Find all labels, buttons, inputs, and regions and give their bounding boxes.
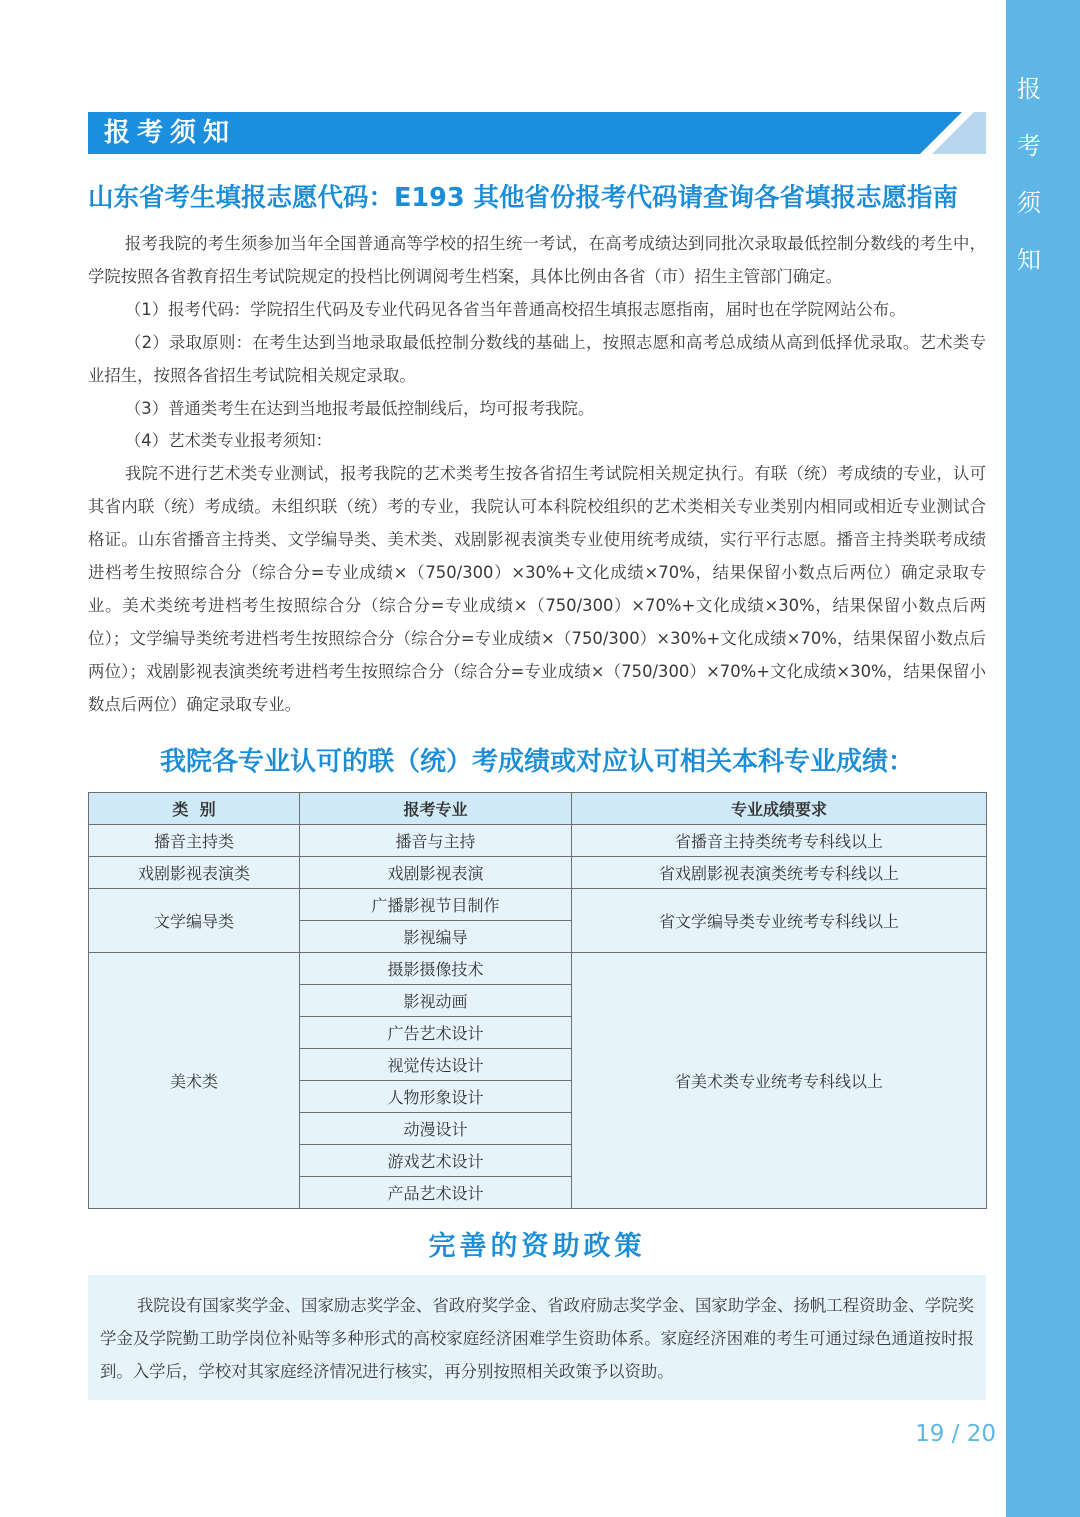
aid-policy-heading: 完善的资助政策 [428, 1231, 646, 1262]
major-cell: 广告艺术设计 [300, 1017, 572, 1049]
majors-table [88, 792, 987, 1209]
side-tab-char: 考 [1017, 132, 1041, 160]
requirement-cell: 省播音主持类统考专科线以上 [572, 825, 987, 857]
paragraph: （3）普通类考生在达到当地报考最低控制线后，均可报考我院。 [124, 398, 595, 418]
header-major: 报考专业 [300, 793, 572, 825]
header-requirement: 专业成绩要求 [572, 793, 987, 825]
category-cell: 文学编导类 [89, 889, 300, 953]
category-cell: 播音主持类 [89, 825, 300, 857]
table-header-row [89, 793, 987, 825]
enrollment-code-heading: 山东省考生填报志愿代码：E193 其他省份报考代码请查询各省填报志愿指南 [88, 183, 959, 213]
side-tab-char: 知 [1017, 246, 1041, 274]
table-row [89, 825, 987, 857]
paragraph: （1）报考代码：学院招生代码及专业代码见各省当年普通高校招生填报志愿指南，届时也在学院网站公布。 [124, 299, 906, 319]
major-cell: 影视动画 [300, 985, 572, 1017]
category-cell: 美术类 [89, 953, 300, 1209]
side-tab [1006, 0, 1080, 1517]
table-row [89, 857, 987, 889]
banner-title: 报考须知 [104, 118, 237, 148]
section-banner [88, 112, 986, 154]
page-number: 19 / 20 [915, 1421, 996, 1447]
major-cell: 摄影摄像技术 [300, 953, 572, 985]
paragraph: 我院不进行艺术类专业测试，报考我院的艺术类考生按各省招生考试院相关规定执行。有联（统）考成绩的专业，认可其省内联（统）考成绩。未组织联（统）考的专业，我院认可本科院校组织的艺术类相关专业类别内相同或相近专业测试合格证。山东省播音主持类、文学编导类、美术类、戏剧影视表演类专业使用统考成绩，实行平行志愿。播音主持类联考成绩进档考生按照综合分（综合分=专业成绩×（750/300）×30%+文化成绩×70%，结果保留小数点后两位）确定录取专业。美术类统考进档考生按照综合分（综合分=专业成绩×（750/300）×70%+文化成绩×30%，结果保留小数点后两位）；文学编导类统考进档考生按照综合分（综合分=专业成绩×（750/300）×30%+文化成绩×70%，结果保留小数点后两位）；戏剧影视表演类统考进档考生按照综合分（综合分=专业成绩×（750/300）×70%+文化成绩×30%，结果保留小数点后两位）确定录取专业。 [88, 464, 986, 714]
admission-notes [88, 228, 986, 722]
table-row [89, 889, 987, 921]
table-row [89, 953, 987, 985]
requirement-cell: 省美术类专业统考专科线以上 [572, 953, 987, 1209]
major-cell: 影视编导 [300, 921, 572, 953]
major-cell: 动漫设计 [300, 1113, 572, 1145]
header-category: 类 别 [89, 793, 300, 825]
major-cell: 视觉传达设计 [300, 1049, 572, 1081]
side-tab-char: 须 [1017, 189, 1041, 217]
aid-policy-box [88, 1275, 986, 1400]
side-tab-char: 报 [1017, 75, 1041, 103]
aid-policy-text: 我院设有国家奖学金、国家励志奖学金、省政府奖学金、省政府励志奖学金、国家助学金、扬帆工程资助金、学院奖学金及学院勤工助学岗位补贴等多种形式的高校家庭经济困难学生资助体系。家庭经济困难的考生可通过绿色通道按时报到。入学后，学校对其家庭经济情况进行核实，再分别按照相关政策予以资助。 [100, 1296, 974, 1381]
major-cell: 广播影视节目制作 [300, 889, 572, 921]
major-cell: 游戏艺术设计 [300, 1145, 572, 1177]
major-cell: 产品艺术设计 [300, 1177, 572, 1209]
major-cell: 戏剧影视表演 [300, 857, 572, 889]
major-cell: 播音与主持 [300, 825, 572, 857]
table-heading: 我院各专业认可的联（统）考成绩或对应认可相关本科专业成绩： [159, 747, 914, 777]
requirement-cell: 省戏剧影视表演类统考专科线以上 [572, 857, 987, 889]
category-cell: 戏剧影视表演类 [89, 857, 300, 889]
paragraph: （2）录取原则：在考生达到当地录取最低控制分数线的基础上，按照志愿和高考总成绩从高到低择优录取。艺术类专业招生，按照各省招生考试院相关规定录取。 [88, 332, 986, 385]
paragraph: （4）艺术类专业报考须知： [124, 431, 333, 451]
requirement-cell: 省文学编导类专业统考专科线以上 [572, 889, 987, 953]
major-cell: 人物形象设计 [300, 1081, 572, 1113]
paragraph: 报考我院的考生须参加当年全国普通高等学校的招生统一考试，在高考成绩达到同批次录取最低控制分数线的考生中，学院按照各省教育招生考试院规定的投档比例调阅考生档案，具体比例由各省（市）招生主管部门确定。 [88, 234, 986, 286]
